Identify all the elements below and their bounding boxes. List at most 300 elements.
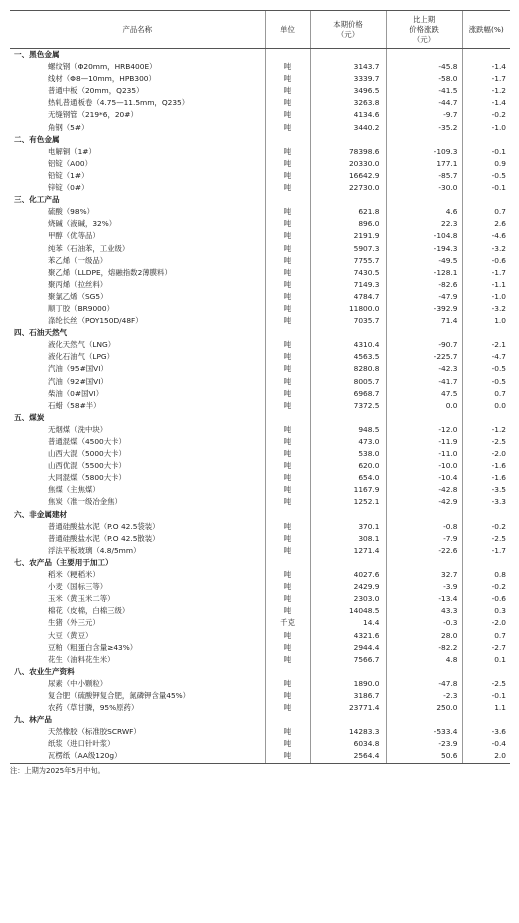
product-name-cell: 生猪（外三元） bbox=[48, 618, 100, 628]
table-row bbox=[10, 448, 510, 460]
empty-cell bbox=[310, 666, 386, 678]
table-row bbox=[10, 533, 510, 545]
change-cell: -7.9 bbox=[386, 533, 462, 545]
change-cell: -13.4 bbox=[386, 593, 462, 605]
table-row bbox=[10, 170, 510, 182]
category-row bbox=[10, 134, 510, 146]
product-name-cell: 涤纶长丝（POY150D/48F） bbox=[48, 316, 143, 326]
product-name-cell: 稻米（粳稻米） bbox=[48, 570, 100, 580]
price-cell: 7149.3 bbox=[310, 279, 386, 291]
change-cell: 4.6 bbox=[386, 206, 462, 218]
unit-cell: 吨 bbox=[265, 738, 310, 750]
empty-cell bbox=[265, 557, 310, 569]
table-row bbox=[10, 206, 510, 218]
price-cell: 3496.5 bbox=[310, 85, 386, 97]
change-cell: -11.0 bbox=[386, 448, 462, 460]
table-row bbox=[10, 230, 510, 242]
table-row bbox=[10, 182, 510, 194]
price-table-container bbox=[10, 10, 510, 777]
product-name-cell: 甲醇（优等品） bbox=[48, 231, 100, 241]
empty-cell bbox=[462, 49, 510, 62]
product-name-cell: 聚丙烯（拉丝料） bbox=[48, 279, 108, 289]
price-cell: 654.0 bbox=[310, 472, 386, 484]
empty-cell bbox=[386, 666, 462, 678]
product-name-cell: 花生（油料花生米） bbox=[48, 654, 115, 664]
price-cell: 7755.7 bbox=[310, 255, 386, 267]
price-cell: 23771.4 bbox=[310, 702, 386, 714]
table-row bbox=[10, 581, 510, 593]
pct-cell: -3.2 bbox=[462, 243, 510, 255]
product-name-cell: 普通硅酸盐水泥（P.O 42.5袋装） bbox=[48, 521, 160, 531]
category-row bbox=[10, 194, 510, 206]
table-row bbox=[10, 605, 510, 617]
table-row bbox=[10, 243, 510, 255]
table-row bbox=[10, 303, 510, 315]
price-cell: 7372.5 bbox=[310, 400, 386, 412]
empty-cell bbox=[310, 714, 386, 726]
header-pct: 涨跌幅(%) bbox=[462, 11, 510, 49]
table-row bbox=[10, 388, 510, 400]
product-name-cell: 角钢（5#） bbox=[48, 122, 89, 132]
table-row bbox=[10, 376, 510, 388]
category-title: 一、黑色金属 bbox=[14, 50, 60, 59]
change-cell: -109.3 bbox=[386, 146, 462, 158]
product-name-cell: 汽油（95#国VI） bbox=[48, 364, 108, 374]
unit-cell: 吨 bbox=[265, 581, 310, 593]
category-title: 八、农业生产资料 bbox=[14, 666, 75, 676]
pct-cell: -0.5 bbox=[462, 170, 510, 182]
change-cell: -45.8 bbox=[386, 61, 462, 73]
unit-cell: 吨 bbox=[265, 448, 310, 460]
empty-cell bbox=[265, 194, 310, 206]
pct-cell: -1.6 bbox=[462, 472, 510, 484]
table-row bbox=[10, 218, 510, 230]
table-row bbox=[10, 255, 510, 267]
table-row bbox=[10, 122, 510, 134]
product-name-cell: 山西优混（5500大卡） bbox=[48, 461, 126, 471]
change-cell: -9.7 bbox=[386, 109, 462, 121]
unit-cell: 吨 bbox=[265, 630, 310, 642]
change-cell: -41.5 bbox=[386, 85, 462, 97]
pct-cell: -0.2 bbox=[462, 109, 510, 121]
price-cell: 620.0 bbox=[310, 460, 386, 472]
pct-cell: -1.6 bbox=[462, 460, 510, 472]
price-cell: 4134.6 bbox=[310, 109, 386, 121]
change-cell: -42.9 bbox=[386, 496, 462, 508]
pct-cell: -1.1 bbox=[462, 279, 510, 291]
table-row bbox=[10, 351, 510, 363]
pct-cell: -1.2 bbox=[462, 85, 510, 97]
category-row bbox=[10, 327, 510, 339]
unit-cell: 吨 bbox=[265, 436, 310, 448]
header-product-name: 产品名称 bbox=[10, 11, 265, 49]
pct-cell: -2.1 bbox=[462, 339, 510, 351]
unit-cell: 吨 bbox=[265, 218, 310, 230]
empty-cell bbox=[310, 134, 386, 146]
pct-cell: -2.7 bbox=[462, 642, 510, 654]
price-cell: 538.0 bbox=[310, 448, 386, 460]
unit-cell: 吨 bbox=[265, 315, 310, 327]
product-name-cell: 普通混煤（4500大卡） bbox=[48, 437, 126, 446]
change-cell: 177.1 bbox=[386, 158, 462, 170]
price-cell: 1252.1 bbox=[310, 496, 386, 508]
pct-cell: -4.7 bbox=[462, 351, 510, 363]
empty-cell bbox=[462, 194, 510, 206]
price-cell: 6968.7 bbox=[310, 388, 386, 400]
table-row bbox=[10, 400, 510, 412]
unit-cell: 吨 bbox=[265, 496, 310, 508]
product-name-cell: 普通硅酸盐水泥（P.O 42.5散装） bbox=[48, 533, 160, 543]
change-cell: -128.1 bbox=[386, 267, 462, 279]
pct-cell: 0.9 bbox=[462, 158, 510, 170]
header-unit: 单位 bbox=[265, 11, 310, 49]
pct-cell: -2.5 bbox=[462, 533, 510, 545]
change-cell: -47.8 bbox=[386, 678, 462, 690]
empty-cell bbox=[265, 327, 310, 339]
product-name-cell: 烧碱（液碱，32%） bbox=[48, 219, 117, 229]
change-cell: 250.0 bbox=[386, 702, 462, 714]
price-cell: 16642.9 bbox=[310, 170, 386, 182]
price-cell: 3339.7 bbox=[310, 73, 386, 85]
empty-cell bbox=[265, 412, 310, 424]
table-row bbox=[10, 146, 510, 158]
empty-cell bbox=[462, 666, 510, 678]
price-cell: 7566.7 bbox=[310, 654, 386, 666]
unit-cell: 吨 bbox=[265, 339, 310, 351]
change-cell: 50.6 bbox=[386, 750, 462, 763]
table-row bbox=[10, 726, 510, 738]
product-name-cell: 大豆（黄豆） bbox=[48, 630, 93, 640]
unit-cell: 吨 bbox=[265, 545, 310, 557]
product-name-cell: 铅锭（1#） bbox=[48, 170, 89, 180]
pct-cell: -2.5 bbox=[462, 436, 510, 448]
price-cell: 8280.8 bbox=[310, 363, 386, 375]
empty-cell bbox=[462, 509, 510, 521]
change-cell: -23.9 bbox=[386, 738, 462, 750]
empty-cell bbox=[310, 412, 386, 424]
unit-cell: 吨 bbox=[265, 170, 310, 182]
empty-cell bbox=[386, 194, 462, 206]
price-cell: 20330.0 bbox=[310, 158, 386, 170]
category-title: 五、煤炭 bbox=[14, 412, 45, 422]
product-name-cell: 农药（草甘膦，95%原药） bbox=[48, 703, 139, 713]
change-cell: 43.3 bbox=[386, 605, 462, 617]
empty-cell bbox=[462, 557, 510, 569]
product-name-cell: 瓦楞纸（AA级120g） bbox=[10, 750, 265, 763]
category-title: 四、石油天然气 bbox=[14, 328, 68, 338]
pct-cell: -1.4 bbox=[462, 97, 510, 109]
product-name-cell: 焦煤（主焦煤） bbox=[48, 485, 100, 495]
product-name-cell: 柴油（0#国VI） bbox=[48, 388, 104, 398]
unit-cell: 吨 bbox=[265, 206, 310, 218]
table-row bbox=[10, 97, 510, 109]
unit-cell: 吨 bbox=[265, 484, 310, 496]
table-header-row bbox=[10, 11, 510, 49]
category-row bbox=[10, 509, 510, 521]
pct-cell: 0.8 bbox=[462, 569, 510, 581]
pct-cell: 0.7 bbox=[462, 630, 510, 642]
unit-cell: 吨 bbox=[265, 243, 310, 255]
unit-cell: 吨 bbox=[265, 569, 310, 581]
price-cell: 370.1 bbox=[310, 521, 386, 533]
empty-cell bbox=[265, 509, 310, 521]
unit-cell: 吨 bbox=[265, 255, 310, 267]
change-cell: -0.8 bbox=[386, 521, 462, 533]
empty-cell bbox=[386, 509, 462, 521]
empty-cell bbox=[265, 134, 310, 146]
unit-cell: 吨 bbox=[265, 97, 310, 109]
unit-cell: 吨 bbox=[265, 460, 310, 472]
product-name-cell: 普通中板（20mm，Q235） bbox=[48, 86, 144, 96]
table-row bbox=[10, 484, 510, 496]
unit-cell: 吨 bbox=[265, 388, 310, 400]
change-cell: -12.0 bbox=[386, 424, 462, 436]
product-name-cell: 汽油（92#国VI） bbox=[48, 376, 108, 386]
price-cell: 4310.4 bbox=[310, 339, 386, 351]
product-name-cell: 铝锭（A00） bbox=[48, 158, 93, 168]
unit-cell: 吨 bbox=[265, 146, 310, 158]
product-name-cell: 聚氯乙烯（SG5） bbox=[48, 291, 108, 301]
table-row bbox=[10, 73, 510, 85]
table-body bbox=[10, 49, 510, 764]
change-cell: 0.0 bbox=[386, 400, 462, 412]
table-row bbox=[10, 85, 510, 97]
product-name-cell: 纯苯（石油苯，工业级） bbox=[48, 243, 130, 253]
price-cell: 473.0 bbox=[310, 436, 386, 448]
table-row bbox=[10, 315, 510, 327]
product-name-cell: 尿素（中小颗粒） bbox=[48, 678, 108, 688]
table-row bbox=[10, 267, 510, 279]
pct-cell: -1.2 bbox=[462, 424, 510, 436]
change-cell: -11.9 bbox=[386, 436, 462, 448]
price-cell: 5907.3 bbox=[310, 243, 386, 255]
empty-cell bbox=[265, 714, 310, 726]
pct-cell: -1.7 bbox=[462, 267, 510, 279]
change-cell: -3.9 bbox=[386, 581, 462, 593]
product-name-cell: 玉米（黄玉米二等） bbox=[48, 594, 115, 604]
price-cell: 2564.4 bbox=[310, 750, 386, 763]
table-row bbox=[10, 702, 510, 714]
footnote: 注：上期为2025年5月中旬。 bbox=[10, 765, 105, 775]
table-row bbox=[10, 460, 510, 472]
empty-cell bbox=[310, 327, 386, 339]
table-row bbox=[10, 158, 510, 170]
price-cell: 2429.9 bbox=[310, 581, 386, 593]
pct-cell: -0.1 bbox=[462, 690, 510, 702]
category-row bbox=[10, 412, 510, 424]
price-table bbox=[10, 10, 510, 764]
pct-cell: 0.7 bbox=[462, 206, 510, 218]
empty-cell bbox=[310, 509, 386, 521]
price-cell: 1890.0 bbox=[310, 678, 386, 690]
product-name-cell: 电解铜（1#） bbox=[48, 146, 96, 156]
unit-cell: 吨 bbox=[265, 363, 310, 375]
product-name-cell: 焦炭（准一级冶金焦） bbox=[48, 497, 122, 507]
empty-cell bbox=[310, 557, 386, 569]
change-cell: -10.4 bbox=[386, 472, 462, 484]
change-cell: 47.5 bbox=[386, 388, 462, 400]
table-row bbox=[10, 521, 510, 533]
change-cell: -42.8 bbox=[386, 484, 462, 496]
pct-cell: 0.0 bbox=[462, 400, 510, 412]
change-cell: -47.9 bbox=[386, 291, 462, 303]
unit-cell: 吨 bbox=[265, 424, 310, 436]
pct-cell: -0.1 bbox=[462, 146, 510, 158]
product-name-cell: 聚乙烯（LLDPE，熔融指数2薄膜料） bbox=[48, 267, 172, 277]
change-cell: -10.0 bbox=[386, 460, 462, 472]
unit-cell: 吨 bbox=[265, 73, 310, 85]
unit-cell: 吨 bbox=[265, 158, 310, 170]
change-cell: -49.5 bbox=[386, 255, 462, 267]
category-row bbox=[10, 714, 510, 726]
unit-cell: 千克 bbox=[265, 617, 310, 629]
change-cell: -35.2 bbox=[386, 122, 462, 134]
unit-cell: 吨 bbox=[265, 533, 310, 545]
change-cell: 22.3 bbox=[386, 218, 462, 230]
unit-cell: 吨 bbox=[265, 230, 310, 242]
change-cell: 32.7 bbox=[386, 569, 462, 581]
product-name-cell: 螺纹钢（Φ20mm，HRB400E） bbox=[48, 62, 157, 72]
change-cell: -22.6 bbox=[386, 545, 462, 557]
change-cell: -42.3 bbox=[386, 363, 462, 375]
pct-cell: -0.6 bbox=[462, 255, 510, 267]
table-row bbox=[10, 545, 510, 557]
table-row bbox=[10, 496, 510, 508]
price-cell: 8005.7 bbox=[310, 376, 386, 388]
unit-cell: 吨 bbox=[265, 85, 310, 97]
unit-cell: 吨 bbox=[265, 267, 310, 279]
pct-cell: -0.4 bbox=[462, 738, 510, 750]
header-change: 比上期 价格涨跌 （元） bbox=[386, 11, 462, 49]
empty-cell bbox=[386, 327, 462, 339]
pct-cell: -1.4 bbox=[462, 61, 510, 73]
price-cell: 2944.4 bbox=[310, 642, 386, 654]
unit-cell: 吨 bbox=[265, 750, 310, 763]
price-cell: 2191.9 bbox=[310, 230, 386, 242]
product-name-cell: 苯乙烯（一级品） bbox=[48, 255, 108, 265]
unit-cell: 吨 bbox=[265, 122, 310, 134]
product-name-cell: 大同混煤（5800大卡） bbox=[48, 473, 126, 483]
price-cell: 4563.5 bbox=[310, 351, 386, 363]
price-cell: 22730.0 bbox=[310, 182, 386, 194]
unit-cell: 吨 bbox=[265, 521, 310, 533]
product-name-cell: 浮法平板玻璃（4.8/5mm） bbox=[48, 545, 141, 555]
empty-cell bbox=[386, 49, 462, 62]
pct-cell: 1.1 bbox=[462, 702, 510, 714]
unit-cell: 吨 bbox=[265, 376, 310, 388]
product-name-cell: 线材（Φ8—10mm，HPB300） bbox=[48, 74, 156, 84]
product-name-cell: 硫酸（98%） bbox=[48, 207, 94, 217]
unit-cell: 吨 bbox=[265, 61, 310, 73]
unit-cell: 吨 bbox=[265, 400, 310, 412]
pct-cell: 0.3 bbox=[462, 605, 510, 617]
pct-cell: -1.7 bbox=[462, 545, 510, 557]
product-name-cell: 液化石油气（LPG） bbox=[48, 352, 115, 362]
unit-cell: 吨 bbox=[265, 654, 310, 666]
unit-cell: 吨 bbox=[265, 303, 310, 315]
change-cell: -104.8 bbox=[386, 230, 462, 242]
pct-cell: 0.1 bbox=[462, 654, 510, 666]
price-cell: 621.8 bbox=[310, 206, 386, 218]
product-name-cell: 锌锭（0#） bbox=[48, 183, 89, 193]
pct-cell: -1.7 bbox=[462, 73, 510, 85]
empty-cell bbox=[310, 194, 386, 206]
price-cell: 308.1 bbox=[310, 533, 386, 545]
price-cell: 2303.0 bbox=[310, 593, 386, 605]
unit-cell: 吨 bbox=[265, 182, 310, 194]
category-row bbox=[10, 666, 510, 678]
pct-cell: -3.5 bbox=[462, 484, 510, 496]
empty-cell bbox=[462, 327, 510, 339]
pct-cell: -0.5 bbox=[462, 363, 510, 375]
table-row bbox=[10, 472, 510, 484]
table-row bbox=[10, 436, 510, 448]
price-cell: 6034.8 bbox=[310, 738, 386, 750]
change-cell: -30.0 bbox=[386, 182, 462, 194]
product-name-cell: 石蜡（58#半） bbox=[48, 400, 101, 410]
product-name-cell: 小麦（国标三等） bbox=[48, 582, 108, 592]
product-name-cell: 豆粕（粗蛋白含量≥43%） bbox=[48, 642, 138, 652]
change-cell: -41.7 bbox=[386, 376, 462, 388]
unit-cell: 吨 bbox=[265, 351, 310, 363]
header-price: 本期价格 （元） bbox=[310, 11, 386, 49]
change-cell: -85.7 bbox=[386, 170, 462, 182]
unit-cell: 吨 bbox=[265, 279, 310, 291]
product-name-cell: 热轧普通板卷（4.75—11.5mm，Q235） bbox=[48, 98, 190, 108]
empty-cell bbox=[386, 134, 462, 146]
price-cell: 4321.6 bbox=[310, 630, 386, 642]
change-cell: 4.8 bbox=[386, 654, 462, 666]
unit-cell: 吨 bbox=[265, 593, 310, 605]
product-name-cell: 棉花（皮棉，白棉三级） bbox=[48, 606, 130, 616]
empty-cell bbox=[265, 666, 310, 678]
pct-cell: -4.6 bbox=[462, 230, 510, 242]
table-row bbox=[10, 750, 510, 763]
change-cell: -58.0 bbox=[386, 73, 462, 85]
product-name-cell: 无烟煤（洗中块） bbox=[48, 424, 108, 434]
price-cell: 14048.5 bbox=[310, 605, 386, 617]
category-title: 七、农产品（主要用于加工） bbox=[14, 557, 113, 567]
pct-cell: 2.0 bbox=[462, 750, 510, 763]
unit-cell: 吨 bbox=[265, 472, 310, 484]
change-cell: -0.3 bbox=[386, 617, 462, 629]
pct-cell: -2.0 bbox=[462, 617, 510, 629]
change-cell: -392.9 bbox=[386, 303, 462, 315]
table-row bbox=[10, 291, 510, 303]
pct-cell: -0.2 bbox=[462, 581, 510, 593]
empty-cell bbox=[462, 714, 510, 726]
table-row bbox=[10, 690, 510, 702]
table-row bbox=[10, 630, 510, 642]
price-cell: 4027.6 bbox=[310, 569, 386, 581]
unit-cell: 吨 bbox=[265, 291, 310, 303]
empty-cell bbox=[310, 49, 386, 62]
table-row bbox=[10, 642, 510, 654]
empty-cell bbox=[386, 557, 462, 569]
product-name-cell: 山西大混（5000大卡） bbox=[48, 449, 126, 459]
change-cell: -533.4 bbox=[386, 726, 462, 738]
product-name-cell: 纸浆（进口针叶浆） bbox=[48, 739, 115, 749]
empty-cell bbox=[386, 714, 462, 726]
price-cell: 948.5 bbox=[310, 424, 386, 436]
price-cell: 7430.5 bbox=[310, 267, 386, 279]
pct-cell: 2.6 bbox=[462, 218, 510, 230]
category-title: 九、林产品 bbox=[14, 715, 52, 725]
pct-cell: -0.1 bbox=[462, 182, 510, 194]
pct-cell: -2.5 bbox=[462, 678, 510, 690]
price-cell: 3186.7 bbox=[310, 690, 386, 702]
price-cell: 1271.4 bbox=[310, 545, 386, 557]
